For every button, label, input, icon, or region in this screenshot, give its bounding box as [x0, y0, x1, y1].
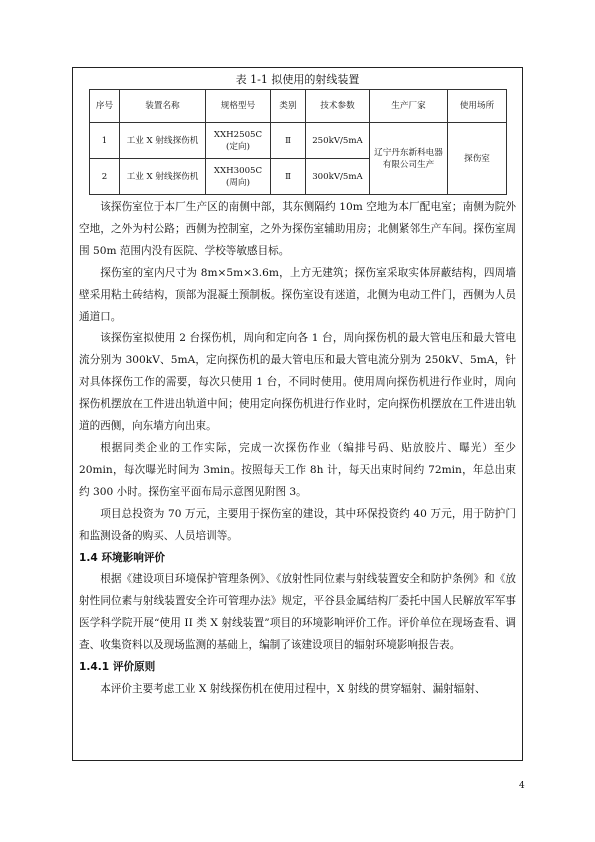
body-text — [73, 197, 522, 701]
table-row — [90, 123, 507, 159]
content-frame — [72, 67, 523, 761]
cell-params: 250kV/5mA — [306, 123, 370, 159]
paragraph-regulations: 根据《建设项目环境保护管理条例》、《放射性同位素与射线装置安全和防护条例》和《放射性同位素与射线装置安全许可管理办法》规定，平谷县金属结构厂委托中国人民解放军军事医学科学院开展“使用 II 类 X 射线装置”项目的环境影响评价工作。评价单位在现场查看、调查、收集资料以及现场监测的基础上，编制了该建设项目的辐射环境影响报告表。 — [79, 573, 516, 652]
model-code: XXH2505C — [213, 129, 263, 140]
page-number: 4 — [519, 781, 525, 791]
cell-location: 探伤室 — [448, 123, 507, 195]
table-header-row — [90, 90, 507, 123]
cell-manufacturer: 辽宁丹东新科电器有限公司生产 — [370, 123, 448, 195]
cell-category: Ⅱ — [271, 123, 306, 159]
header-name: 装置名称 — [120, 90, 206, 123]
section-heading-assessment: 1.4 环境影响评价 — [79, 551, 166, 564]
model-code: XXH3005C — [213, 165, 263, 176]
header-category: 类别 — [271, 90, 306, 123]
model-note: (周向) — [226, 177, 250, 188]
cell-model — [206, 159, 271, 195]
header-model: 规格型号 — [206, 90, 271, 123]
cell-name: 工业 X 射线探伤机 — [120, 159, 206, 195]
paragraph-room-size: 探伤室的室内尺寸为 8m×5m×3.6m，上方无建筑；探伤室采取实体屏蔽结构，四周墙壁采用粘土砖结构，顶部为混凝土预制板。探伤室设有迷道，北侧为电动工件门，西侧为人员通道口。 — [79, 266, 516, 323]
table-caption: 表 1-1 拟使用的射线装置 — [235, 73, 360, 86]
paragraph-location: 该探伤室位于本厂生产区的南侧中部，其东侧隔约 10m 空地为本厂配电室；南侧为院外空地，之外为村公路；西侧为控制室，之外为探伤室辅助用房；北侧紧邻生产车间。探伤室周围 50m 范围内没有医院、学校等敏感目标。 — [79, 201, 516, 257]
paragraph-equipment: 该探伤室拟使用 2 台探伤机，周向和定向各 1 台，周向探伤机的最大管电压和最大管电流分别为 300kV、5mA，定向探伤机的最大管电压和最大管电流分别为 250kV、5mA，针对具体探伤工作的需要，每次只使用 1 台，不同时使用。使用周向探伤机进行作业时，周向探伤机摆放在工件进出轨道中间；使用定向探伤机进行作业时，定向探伤机摆放在工件进出轨道的西侧，向东墙方向出束。 — [79, 332, 516, 433]
paragraph-investment: 项目总投资为 70 万元，主要用于探伤室的建设，其中环保投资约 40 万元，用于防护门和监测设备的购买、人员培训等。 — [79, 507, 516, 542]
cell-params: 300kV/5mA — [306, 159, 370, 195]
cell-category: Ⅱ — [271, 159, 306, 195]
device-table — [89, 89, 507, 195]
header-manufacturer: 生产厂家 — [370, 90, 448, 123]
header-params: 技术参数 — [306, 90, 370, 123]
cell-no: 1 — [90, 123, 120, 159]
cell-no: 2 — [90, 159, 120, 195]
section-heading-principles: 1.4.1 评价原则 — [79, 661, 156, 674]
paragraph-principles: 本评价主要考虑工业 X 射线探伤机在使用过程中，X 射线的贯穿辐射、漏射辐射、 — [100, 682, 486, 695]
header-no: 序号 — [90, 90, 120, 123]
model-note: (定向) — [226, 141, 250, 152]
header-location: 使用场所 — [448, 90, 507, 123]
paragraph-workload: 根据同类企业的工作实际，完成一次探伤作业（编排号码、贴放胶片、曝光）至少 20min，每次曝光时间为 3min。按照每天工作 8h 计，每天出束时间约 72min，年总出束约 300 小时。探伤室平面布局示意图见附图 3。 — [79, 441, 516, 498]
cell-model — [206, 123, 271, 159]
cell-name: 工业 X 射线探伤机 — [120, 123, 206, 159]
